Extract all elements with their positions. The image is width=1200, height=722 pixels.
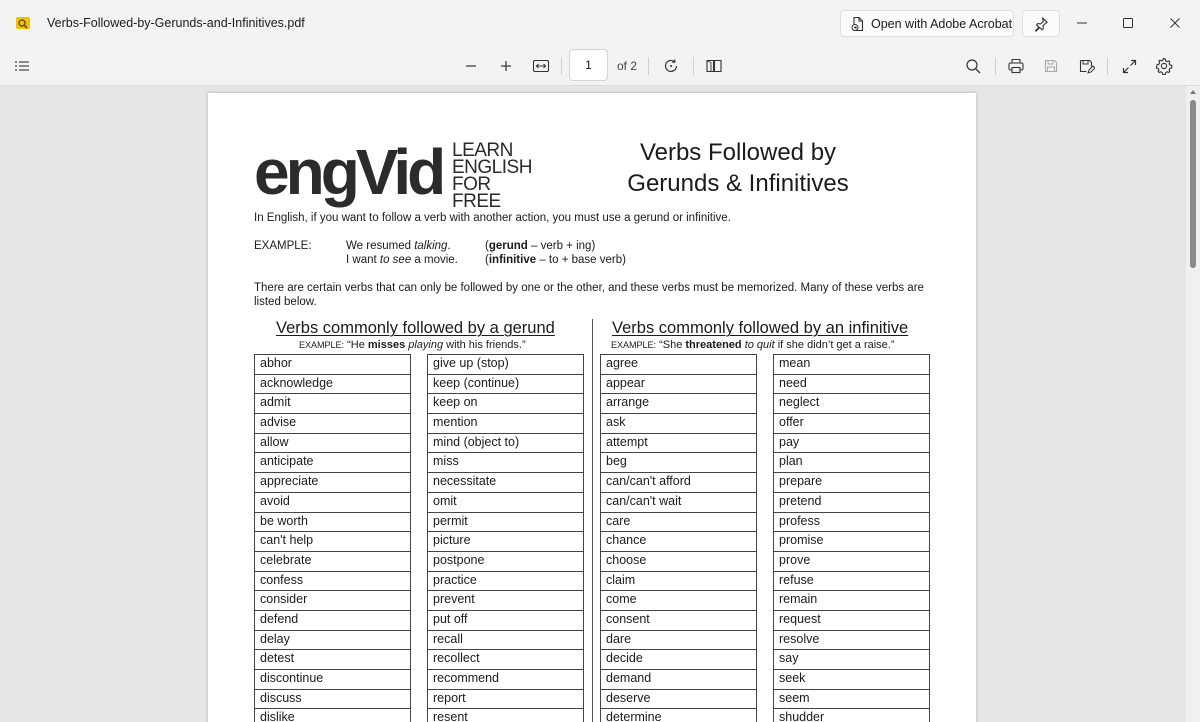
plus-icon xyxy=(498,58,514,74)
verb-cell: recommend xyxy=(427,669,584,689)
infinitive-section-heading: Verbs commonly followed by an infinitive xyxy=(612,319,909,337)
save-button[interactable] xyxy=(1038,53,1064,79)
verb-cell: admit xyxy=(254,393,411,413)
gerund-section-heading: Verbs commonly followed by a gerund xyxy=(276,319,555,337)
example-sentence-gerund: We resumed talking. xyxy=(346,240,451,252)
verb-cell: mean xyxy=(773,354,930,374)
two-page-view-icon xyxy=(705,58,723,74)
toolbar-separator xyxy=(1107,57,1108,75)
document-title xyxy=(588,137,888,199)
verb-cell: claim xyxy=(600,571,757,591)
logo-tagline-line: FOR FREE xyxy=(452,174,501,212)
verb-cell: allow xyxy=(254,433,411,453)
verb-cell: confess xyxy=(254,571,411,591)
verb-cell: prove xyxy=(773,551,930,571)
document-title-line: Verbs Followed by xyxy=(639,139,837,166)
explanation-paragraph: There are certain verbs that can only be followed by one or the other, and these verbs must be memorized. Many of these verbs are listed below. xyxy=(254,282,924,308)
verb-cell: can/can't wait xyxy=(600,492,757,512)
page-number-input[interactable] xyxy=(569,49,608,81)
logo-wordmark: engVid xyxy=(254,136,443,208)
close-icon xyxy=(1169,17,1181,29)
verb-cell: pretend xyxy=(773,492,930,512)
verb-cell: attempt xyxy=(600,433,757,453)
verb-cell: postpone xyxy=(427,551,584,571)
verb-cell: practice xyxy=(427,571,584,591)
rotate-button[interactable] xyxy=(658,53,684,79)
verb-cell: say xyxy=(773,649,930,669)
open-with-acrobat-label: Open with Adobe Acrobat xyxy=(871,16,1013,31)
infinitive-definition: (infinitive – to + base verb) xyxy=(485,254,626,266)
verb-cell: come xyxy=(600,590,757,610)
toolbar-separator xyxy=(561,57,562,75)
verb-cell: promise xyxy=(773,531,930,551)
verb-cell: detest xyxy=(254,649,411,669)
gerund-verbs-column-2 xyxy=(427,354,584,722)
verb-cell: mind (object to) xyxy=(427,433,584,453)
gear-icon xyxy=(1155,57,1173,75)
infinitive-example: EXAMPLE: “She threatened to quit if she didn’t get a raise.” xyxy=(611,339,895,351)
verb-cell: appear xyxy=(600,374,757,394)
toolbar-separator xyxy=(995,57,996,75)
save-icon xyxy=(1043,58,1059,74)
verb-cell: discuss xyxy=(254,689,411,709)
save-as-button[interactable] xyxy=(1073,53,1099,79)
example-label: EXAMPLE: xyxy=(254,240,312,252)
scroll-up-arrow-icon[interactable] xyxy=(1189,88,1197,96)
fit-width-icon xyxy=(532,58,550,74)
verb-cell: resolve xyxy=(773,630,930,650)
page-view-button[interactable] xyxy=(701,53,727,79)
infinitive-verbs-column-1 xyxy=(600,354,757,722)
verb-cell: advise xyxy=(254,413,411,433)
infinitive-verbs-column-2 xyxy=(773,354,930,722)
verb-cell: seem xyxy=(773,689,930,709)
verb-cell: necessitate xyxy=(427,472,584,492)
zoom-out-button[interactable] xyxy=(458,53,484,79)
verb-cell: can't help xyxy=(254,531,411,551)
verb-cell: consent xyxy=(600,610,757,630)
verb-cell: dislike xyxy=(254,708,411,722)
verb-cell: abhor xyxy=(254,354,411,374)
verb-cell: chance xyxy=(600,531,757,551)
pdf-viewer-app-icon xyxy=(15,15,31,31)
gerund-definition: (gerund – verb + ing) xyxy=(485,240,596,252)
verb-cell: recall xyxy=(427,630,584,650)
rotate-icon xyxy=(662,57,680,75)
verb-cell: put off xyxy=(427,610,584,630)
verb-cell: prevent xyxy=(427,590,584,610)
settings-button[interactable] xyxy=(1151,53,1177,79)
logo-tagline xyxy=(452,140,532,212)
verb-cell: miss xyxy=(427,452,584,472)
column-divider xyxy=(592,319,593,722)
logo-tagline-line: ENGLISH xyxy=(452,157,532,178)
pdf-toolbar xyxy=(0,46,1200,86)
verb-cell: acknowledge xyxy=(254,374,411,394)
gerund-verbs-column-1 xyxy=(254,354,411,722)
verb-cell: neglect xyxy=(773,393,930,413)
verb-cell: report xyxy=(427,689,584,709)
open-with-acrobat-button[interactable] xyxy=(840,10,1014,37)
document-title-line: Gerunds & Infinitives xyxy=(627,170,849,197)
pdf-page xyxy=(208,93,976,722)
list-icon xyxy=(13,57,31,75)
verb-cell: request xyxy=(773,610,930,630)
verb-cell: celebrate xyxy=(254,551,411,571)
fit-width-button[interactable] xyxy=(528,53,554,79)
verb-cell: omit xyxy=(427,492,584,512)
verb-cell: ask xyxy=(600,413,757,433)
verb-cell: profess xyxy=(773,512,930,532)
verb-cell: agree xyxy=(600,354,757,374)
save-as-icon xyxy=(1078,58,1095,75)
print-icon xyxy=(1007,57,1025,75)
verb-cell: keep on xyxy=(427,393,584,413)
verb-cell: beg xyxy=(600,452,757,472)
contents-button[interactable] xyxy=(9,53,35,79)
verb-cell: offer xyxy=(773,413,930,433)
scrollbar-thumb[interactable] xyxy=(1190,100,1196,268)
window-title: Verbs-Followed-by-Gerunds-and-Infinitives.pdf xyxy=(47,16,305,30)
maximize-button[interactable] xyxy=(1105,8,1151,38)
verb-cell: picture xyxy=(427,531,584,551)
minimize-button[interactable] xyxy=(1059,8,1105,38)
verb-cell: decide xyxy=(600,649,757,669)
verb-cell: give up (stop) xyxy=(427,354,584,374)
verb-cell: determine xyxy=(600,708,757,722)
verb-cell: recollect xyxy=(427,649,584,669)
close-button[interactable] xyxy=(1152,8,1198,38)
verb-cell: plan xyxy=(773,452,930,472)
verb-cell: prepare xyxy=(773,472,930,492)
verb-cell: anticipate xyxy=(254,452,411,472)
verb-cell: need xyxy=(773,374,930,394)
verb-cell: be worth xyxy=(254,512,411,532)
verb-cell: arrange xyxy=(600,393,757,413)
title-bar xyxy=(0,0,1200,46)
verb-cell: mention xyxy=(427,413,584,433)
verb-cell: consider xyxy=(254,590,411,610)
verb-cell: remain xyxy=(773,590,930,610)
zoom-in-button[interactable] xyxy=(493,53,519,79)
fullscreen-button[interactable] xyxy=(1116,53,1142,79)
verb-cell: can/can't afford xyxy=(600,472,757,492)
verb-cell: defend xyxy=(254,610,411,630)
verb-cell: shudder xyxy=(773,708,930,722)
verb-cell: permit xyxy=(427,512,584,532)
verb-cell: choose xyxy=(600,551,757,571)
verb-cell: keep (continue) xyxy=(427,374,584,394)
vertical-scrollbar[interactable] xyxy=(1186,86,1200,722)
verb-cell: delay xyxy=(254,630,411,650)
minus-icon xyxy=(463,58,479,74)
verb-cell: resent xyxy=(427,708,584,722)
print-button[interactable] xyxy=(1003,53,1029,79)
open-file-icon xyxy=(850,16,866,32)
verb-cell: refuse xyxy=(773,571,930,591)
verb-cell: pay xyxy=(773,433,930,453)
verb-cell: demand xyxy=(600,669,757,689)
verb-cell: deserve xyxy=(600,689,757,709)
maximize-icon xyxy=(1122,17,1134,29)
pin-button[interactable] xyxy=(1022,10,1060,37)
toolbar-separator xyxy=(648,57,649,75)
page-count: of 2 xyxy=(617,59,638,73)
pin-icon xyxy=(1033,16,1049,32)
intro-text: In English, if you want to follow a verb with another action, you must use a gerund or infinitive. xyxy=(254,212,731,224)
document-viewport[interactable] xyxy=(0,86,1186,722)
search-button[interactable] xyxy=(960,53,986,79)
verb-cell: care xyxy=(600,512,757,532)
verb-cell: avoid xyxy=(254,492,411,512)
minimize-icon xyxy=(1076,17,1088,29)
logo-tagline-line: LEARN xyxy=(452,140,513,161)
search-icon xyxy=(965,58,982,75)
verb-cell: seek xyxy=(773,669,930,689)
toolbar-separator xyxy=(693,57,694,75)
expand-icon xyxy=(1121,58,1138,75)
gerund-example: EXAMPLE: “He misses playing with his friends.” xyxy=(299,339,526,351)
verb-cell: discontinue xyxy=(254,669,411,689)
example-sentence-infinitive: I want to see a movie. xyxy=(346,254,458,266)
verb-cell: appreciate xyxy=(254,472,411,492)
verb-cell: dare xyxy=(600,630,757,650)
